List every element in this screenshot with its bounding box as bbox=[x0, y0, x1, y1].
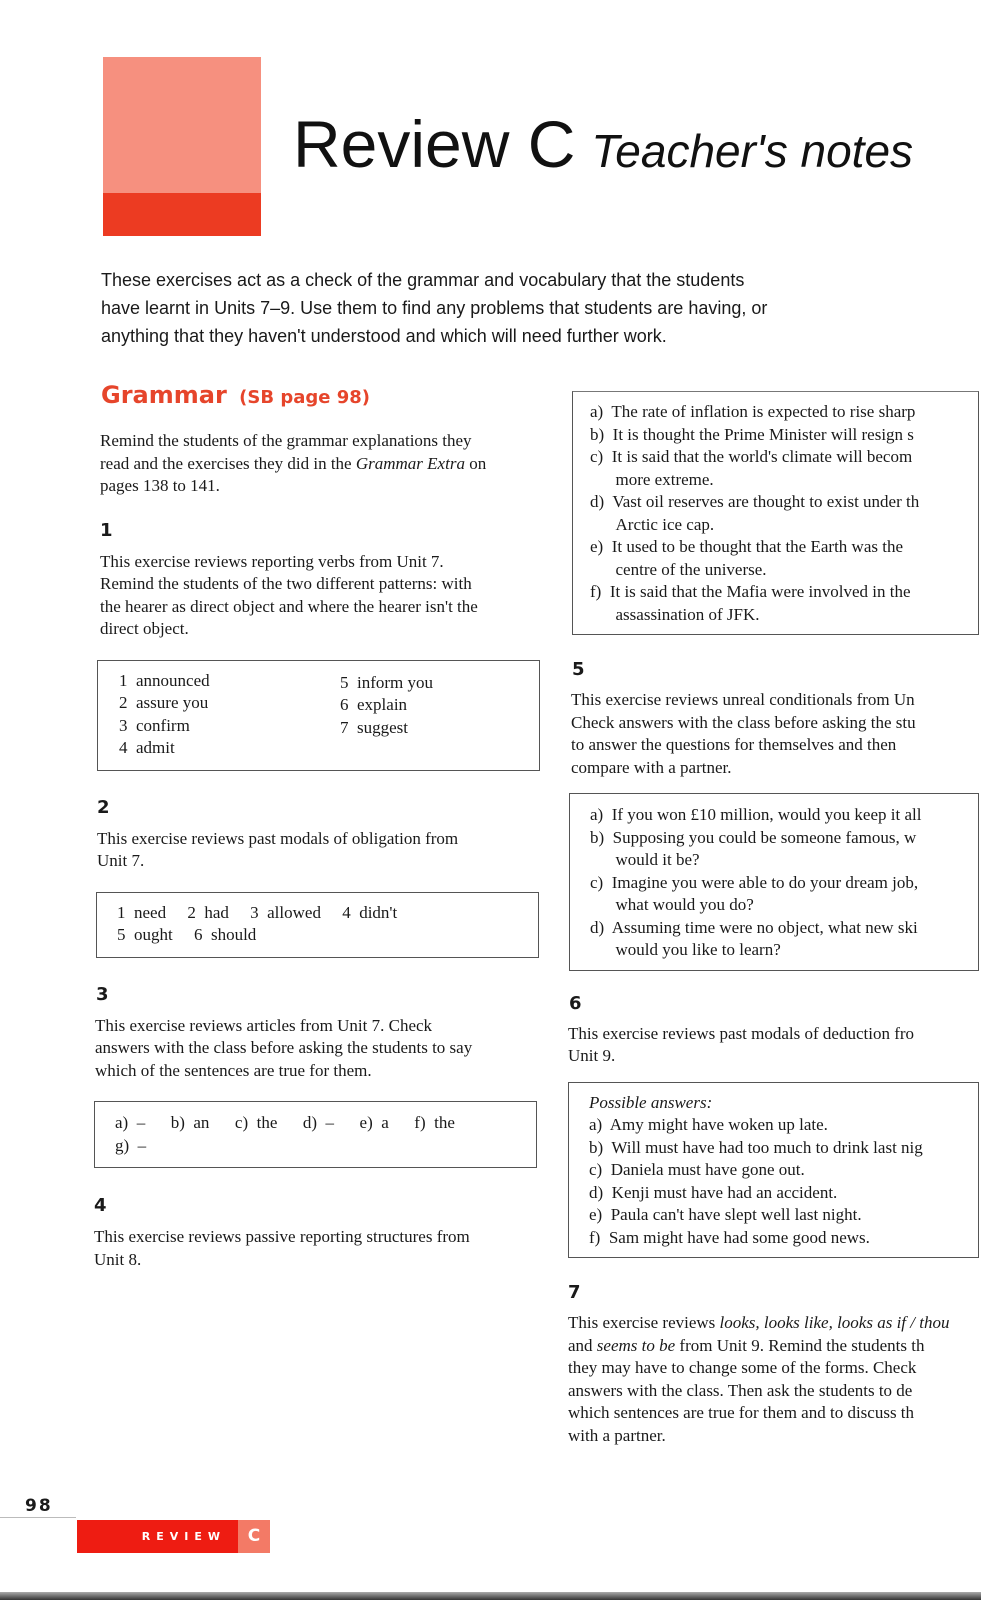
answer-line: g) – bbox=[115, 1135, 147, 1155]
intro-line: anything that they haven't understood and which will need further work. bbox=[101, 326, 667, 346]
text-line: This exercise reviews past modals of deduction fro bbox=[568, 1023, 915, 1043]
header-color-block-dark bbox=[103, 193, 261, 236]
grammar-page-ref: (SB page 98) bbox=[239, 387, 370, 408]
answer-line: b) Supposing you could be someone famous, w bbox=[590, 827, 917, 847]
exercise-7-number: 7 bbox=[568, 1282, 581, 1303]
answer-line: b) Will must have had too much to drink last nig bbox=[589, 1137, 923, 1157]
answer-line: d) Vast oil reserves are thought to exist under th bbox=[590, 492, 920, 511]
text-line: answers with the class before asking the students to say bbox=[95, 1038, 473, 1057]
text-line: they may have to change some of the forms. Check bbox=[568, 1358, 917, 1377]
exercise-5-answer-box bbox=[569, 793, 979, 971]
intro-paragraph bbox=[101, 266, 931, 350]
text-line: This exercise reviews passive reporting structures from bbox=[94, 1227, 470, 1246]
grammar-heading-text: Grammar bbox=[101, 381, 227, 409]
answer-line: f) It is said that the Mafia were involved in the bbox=[590, 582, 911, 601]
answer-line: d) Kenji must have had an accident. bbox=[589, 1182, 838, 1202]
italic-span: seems to be bbox=[596, 1335, 676, 1355]
possible-answers-label: Possible answers: bbox=[589, 1092, 713, 1112]
answer-line: 5 ought 6 should bbox=[117, 925, 257, 944]
text-line: This exercise reviews past modals of obligation from bbox=[97, 828, 459, 848]
answers-col-1 bbox=[119, 670, 340, 760]
text-span: This exercise reviews bbox=[568, 1313, 720, 1332]
answer-line: e) Paula can't have slept well last night. bbox=[589, 1205, 862, 1224]
answer-line: c) Daniela must have gone out. bbox=[589, 1160, 805, 1179]
answer-line: a) The rate of inflation is expected to rise sharp bbox=[590, 402, 916, 421]
answer-line: would it be? bbox=[590, 850, 700, 869]
answer: 2 assure you bbox=[119, 693, 209, 712]
intro-line: have learnt in Units 7–9. Use them to find any problems that students are having, or bbox=[101, 298, 768, 318]
answer-line: e) It used to be thought that the Earth was the bbox=[590, 537, 903, 556]
exercise-2-answer-box bbox=[96, 892, 539, 958]
exercise-4-answer-box bbox=[572, 391, 979, 635]
answer-line: f) Sam might have had some good news. bbox=[589, 1227, 870, 1247]
exercise-1-number: 1 bbox=[100, 519, 113, 541]
text-line bbox=[568, 1335, 979, 1358]
text-line: Unit 8. bbox=[94, 1249, 142, 1269]
text-span: read and the exercises they did in the bbox=[100, 453, 356, 473]
answer-line: assassination of JFK. bbox=[590, 604, 760, 624]
answer-line: a) – b) an c) the d) – e) a f) the bbox=[115, 1113, 455, 1132]
exercise-2-text bbox=[97, 828, 542, 873]
answer-line: c) It is said that the world's climate will becom bbox=[590, 447, 913, 466]
answer-line: a) Amy might have woken up late. bbox=[589, 1115, 828, 1134]
answer: 3 confirm bbox=[119, 715, 190, 735]
title-subtitle: Teacher's notes bbox=[591, 125, 914, 177]
text-line bbox=[100, 453, 542, 476]
text-line: Remind the students of the grammar explanations they bbox=[100, 431, 472, 450]
exercise-3-number: 3 bbox=[96, 983, 109, 1005]
footer-section-label: REVIEW bbox=[77, 1520, 238, 1553]
text-span: on bbox=[464, 453, 487, 473]
text-line bbox=[568, 1312, 979, 1335]
text-line: Check answers with the class before asking the stu bbox=[571, 712, 916, 732]
footer-rule bbox=[0, 1517, 76, 1518]
grammar-intro bbox=[100, 430, 542, 498]
text-line: This exercise reviews articles from Unit 7. Check bbox=[95, 1015, 433, 1035]
text-line: direct object. bbox=[100, 619, 189, 638]
answer-line: b) It is thought the Prime Minister will resign s bbox=[590, 424, 914, 444]
answers-col-2 bbox=[340, 670, 433, 760]
text-line: the hearer as direct object and where the hearer isn't the bbox=[100, 596, 478, 616]
exercise-3-answer-box bbox=[94, 1101, 537, 1168]
grammar-heading bbox=[101, 380, 542, 413]
answer-line: Arctic ice cap. bbox=[590, 514, 715, 534]
exercise-6-number: 6 bbox=[569, 992, 582, 1014]
exercise-7-text bbox=[568, 1312, 979, 1447]
header-color-block-light bbox=[103, 57, 261, 193]
exercise-6-answer-box bbox=[568, 1082, 979, 1259]
italic-span: looks, looks like, looks as if / thou bbox=[719, 1313, 950, 1332]
left-column bbox=[94, 380, 542, 1271]
page-number: 98 bbox=[25, 1496, 53, 1516]
answer-line: centre of the universe. bbox=[590, 559, 767, 579]
answer-line: d) Assuming time were no object, what new ski bbox=[590, 917, 918, 937]
answer: 6 explain bbox=[340, 695, 408, 714]
text-line: compare with a partner. bbox=[571, 757, 732, 777]
answer-line: a) If you won £10 million, would you keep it all bbox=[590, 805, 922, 824]
text-line: with a partner. bbox=[568, 1425, 666, 1445]
exercise-6-text bbox=[568, 1023, 979, 1068]
answer-line: c) Imagine you were able to do your dream job, bbox=[590, 872, 919, 892]
text-line: Remind the students of the two different patterns: with bbox=[100, 574, 472, 593]
page-title bbox=[293, 106, 913, 182]
exercise-1-answer-box bbox=[97, 660, 540, 771]
exercise-5-number: 5 bbox=[572, 659, 585, 680]
text-line: This exercise reviews reporting verbs from Unit 7. bbox=[100, 551, 444, 571]
exercise-2-number: 2 bbox=[97, 796, 110, 818]
answer: 5 inform you bbox=[340, 672, 434, 692]
text-line: This exercise reviews unreal conditionals from Un bbox=[571, 690, 915, 709]
text-line: Unit 7. bbox=[97, 851, 145, 870]
exercise-4-text bbox=[94, 1226, 542, 1271]
text-line: answers with the class. Then ask the students to de bbox=[568, 1380, 913, 1400]
grammar-extra-italic: Grammar Extra bbox=[355, 453, 465, 473]
answer: 4 admit bbox=[119, 738, 175, 757]
intro-line: These exercises act as a check of the grammar and vocabulary that the students bbox=[101, 270, 745, 290]
answer-line: more extreme. bbox=[590, 469, 714, 489]
title-main: Review C bbox=[293, 107, 576, 181]
text-line: pages 138 to 141. bbox=[100, 476, 220, 495]
answer-line: 1 need 2 had 3 allowed 4 didn't bbox=[117, 902, 398, 922]
right-column bbox=[568, 391, 979, 1447]
answer-line: what would you do? bbox=[590, 895, 754, 914]
text-span: and bbox=[568, 1335, 597, 1355]
exercise-3-text bbox=[95, 1015, 542, 1083]
text-span: from Unit 9. Remind the students th bbox=[675, 1335, 925, 1355]
text-line: which sentences are true for them and to discuss th bbox=[568, 1403, 915, 1422]
exercise-1-text bbox=[100, 551, 542, 641]
exercise-4-number: 4 bbox=[94, 1195, 107, 1216]
answer-line: would you like to learn? bbox=[590, 940, 781, 959]
text-line: to answer the questions for themselves and then bbox=[571, 735, 897, 754]
scan-edge bbox=[0, 1592, 981, 1600]
footer-section-letter: C bbox=[238, 1520, 270, 1553]
text-line: which of the sentences are true for them. bbox=[95, 1060, 372, 1080]
exercise-5-text bbox=[571, 689, 979, 779]
answer: 1 announced bbox=[119, 670, 210, 690]
text-line: Unit 9. bbox=[568, 1046, 616, 1065]
answer: 7 suggest bbox=[340, 717, 408, 737]
